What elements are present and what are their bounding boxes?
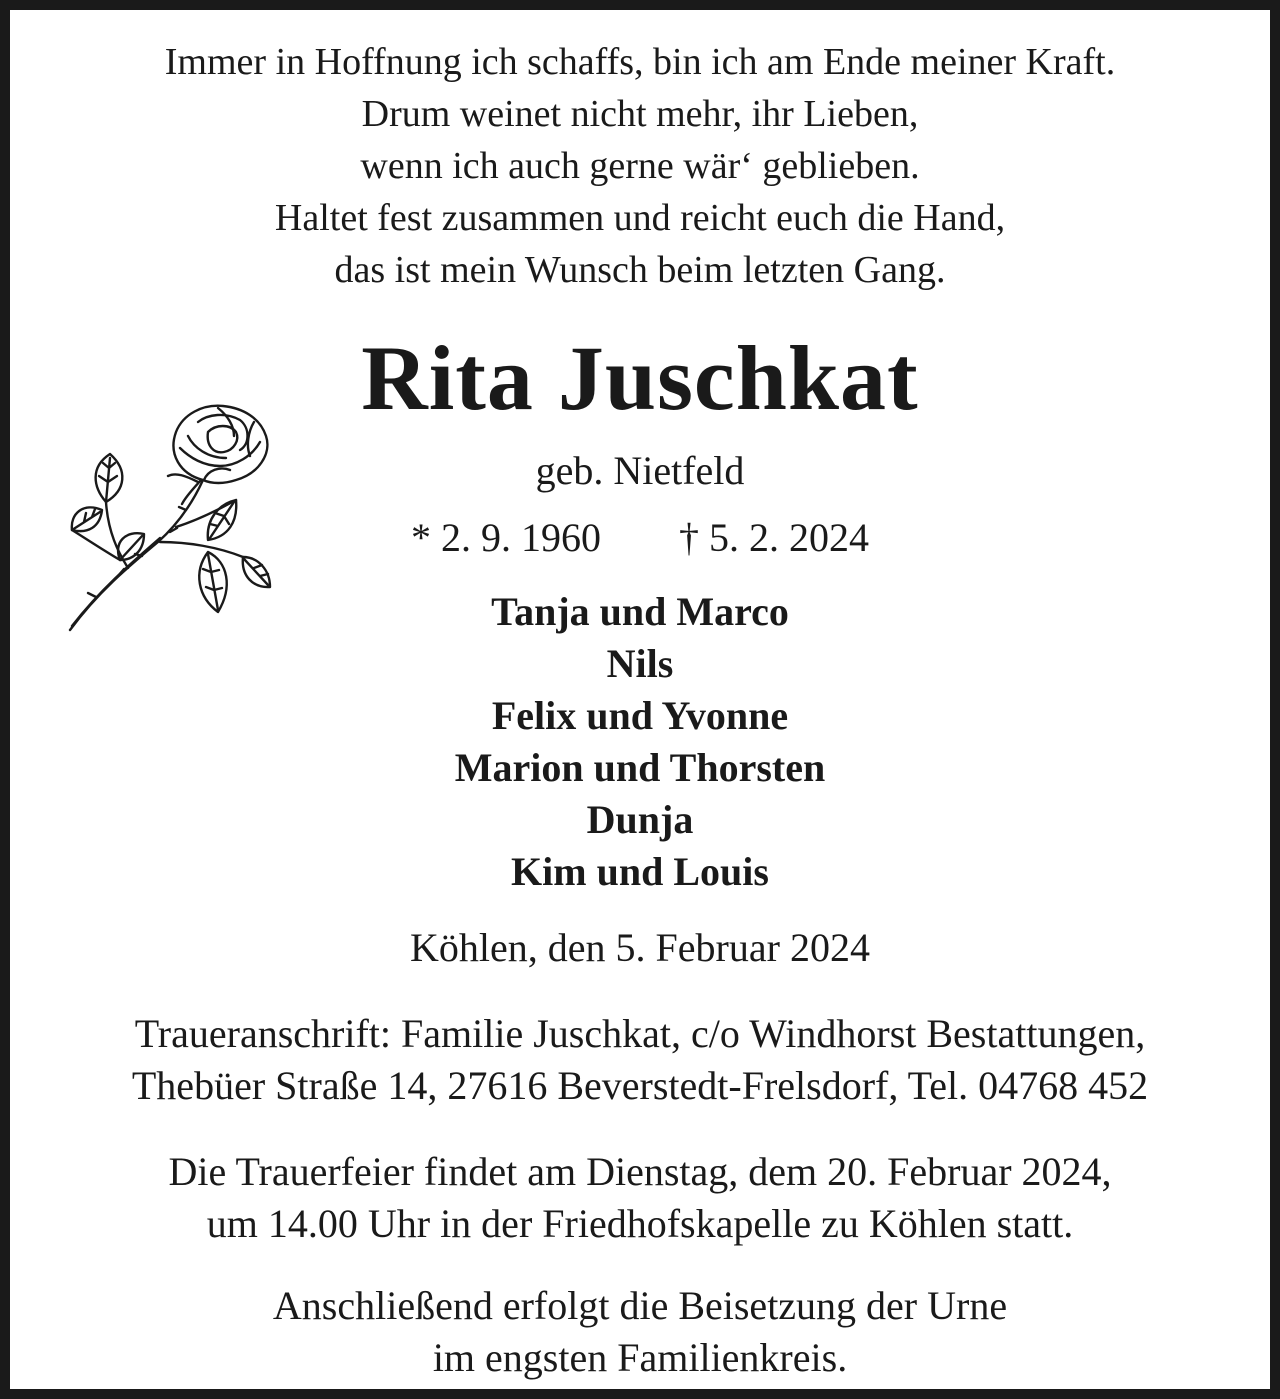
ceremony-line-2: um 14.00 Uhr in der Friedhofskapelle zu Köhlen statt. — [206, 1201, 1074, 1246]
poem-line-5: das ist mein Wunsch beim letzten Gang. — [334, 249, 946, 291]
mourner-2: Nils — [606, 641, 674, 686]
mourner-3: Felix und Yvonne — [491, 693, 789, 738]
place-date: Köhlen, den 5. Februar 2024 — [410, 925, 870, 970]
poem-line-2: Drum weinet nicht mehr, ihr Lieben, — [361, 93, 919, 135]
mourner-1: Tanja und Marco — [491, 589, 789, 634]
birth-date: * 2. 9. 1960 — [411, 515, 601, 560]
address-line-1: Traueranschrift: Familie Juschkat, c/o Windhorst Bestattungen, — [134, 1011, 1146, 1056]
burial-line-1: Anschließend erfolgt die Beisetzung der Urne — [272, 1283, 1008, 1328]
burial-line-2: im engsten Familienkreis. — [432, 1335, 848, 1380]
deceased-name: Rita Juschkat — [361, 327, 919, 429]
maiden-name: geb. Nietfeld — [535, 448, 745, 493]
mourner-5: Dunja — [586, 797, 694, 842]
poem-line-4: Haltet fest zusammen und reicht euch die Hand, — [274, 197, 1006, 239]
address-line-2: Thebüer Straße 14, 27616 Beverstedt-Frelsdorf, Tel. 04768 452 — [131, 1063, 1149, 1108]
life-dates — [10, 513, 1270, 563]
poem-line-3: wenn ich auch gerne wär‘ geblieben. — [360, 145, 920, 187]
poem-line-1: Immer in Hoffnung ich schaffs, bin ich am Ende meiner Kraft. — [164, 41, 1116, 83]
mourner-4: Marion und Thorsten — [454, 745, 826, 790]
mourner-6: Kim und Louis — [511, 849, 769, 894]
death-date: † 5. 2. 2024 — [679, 515, 869, 560]
ceremony-line-1: Die Trauerfeier findet am Dienstag, dem 20. Februar 2024, — [168, 1149, 1112, 1194]
